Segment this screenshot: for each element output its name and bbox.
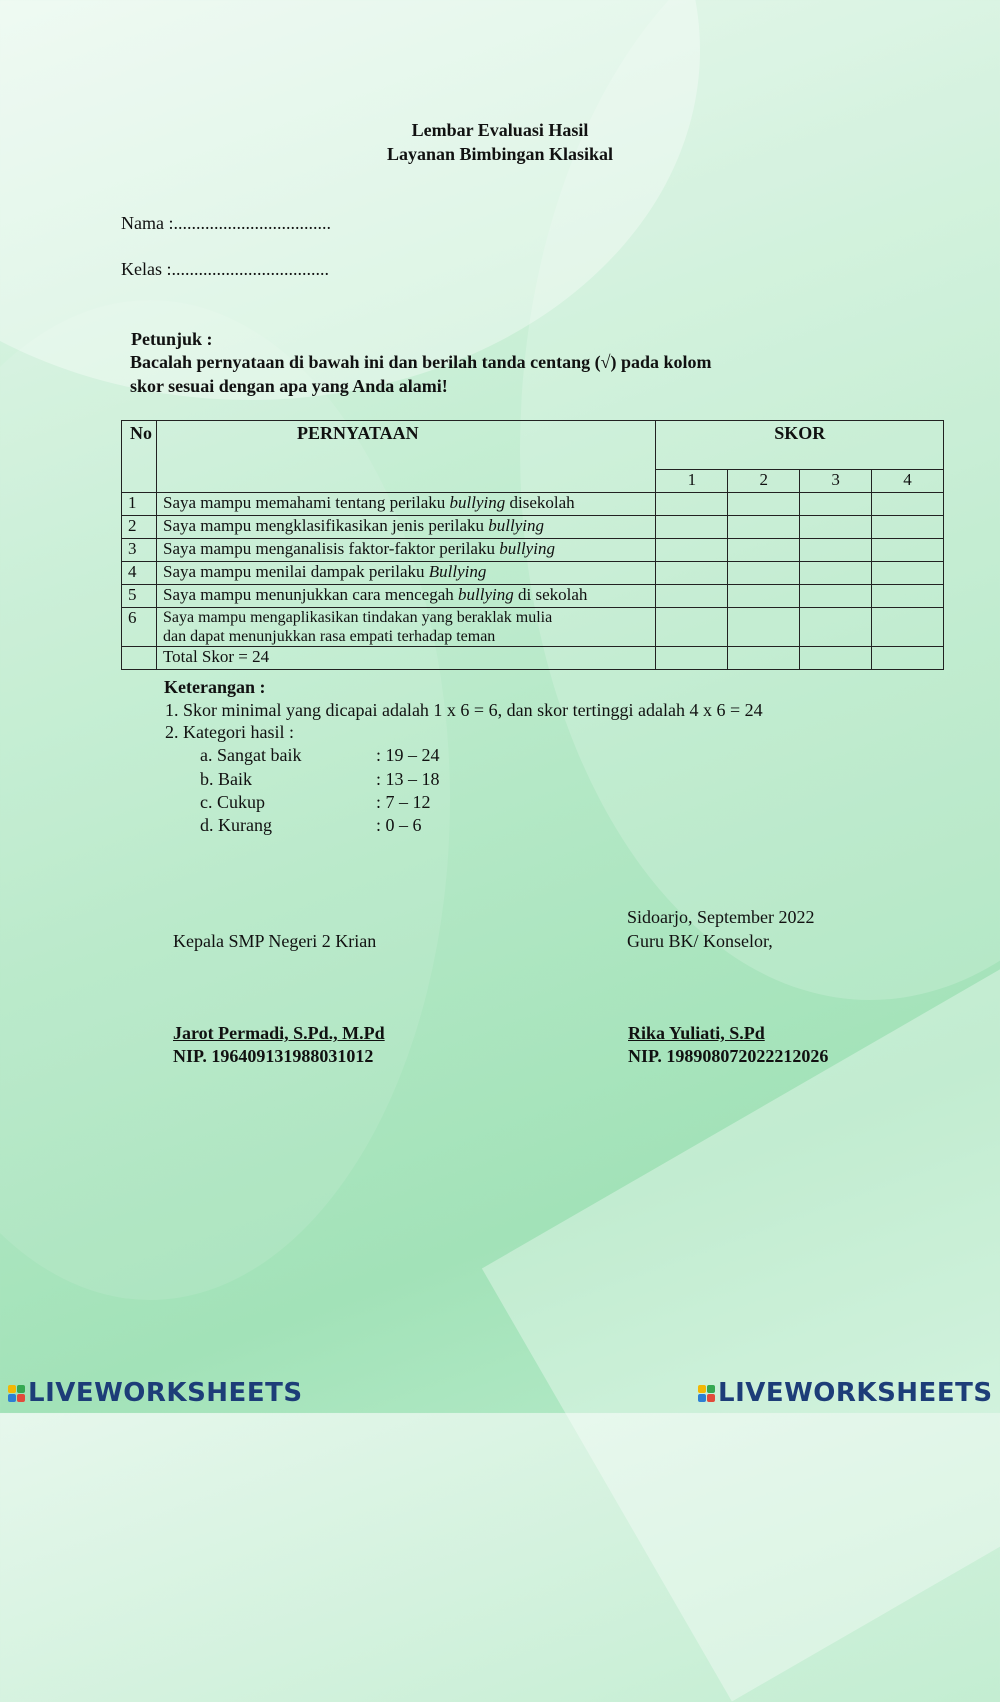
score-cell[interactable] xyxy=(800,608,872,647)
table-row xyxy=(122,493,944,516)
table-row-total xyxy=(122,647,944,670)
background-shape xyxy=(0,0,700,400)
page-title: Lembar Evaluasi Hasil xyxy=(411,120,589,140)
score-cell[interactable] xyxy=(872,493,944,516)
score-cell[interactable] xyxy=(800,647,872,670)
class-field[interactable]: Kelas :................................... xyxy=(121,259,329,279)
instructions-line: Bacalah pernyataan di bawah ini dan berilah tanda centang (√) pada kolom xyxy=(130,352,712,372)
score-cell[interactable] xyxy=(800,516,872,539)
table-row xyxy=(122,608,944,647)
counselor-role: Guru BK/ Konselor, xyxy=(627,931,773,951)
row-number: 2 xyxy=(122,516,157,539)
header-no: No xyxy=(122,421,157,493)
principal-role: Kepala SMP Negeri 2 Krian xyxy=(173,931,377,951)
score-col-label: 1 xyxy=(656,469,728,492)
category-range: : 0 – 6 xyxy=(376,815,422,835)
row-statement: Saya mampu mengaplikasikan tindakan yang beraklak mulia dan dapat menunjukkan rasa empati terhadap teman xyxy=(156,608,655,647)
notes-item: 1. Skor minimal yang dicapai adalah 1 x 6 = 6, dan skor tertinggi adalah 4 x 6 = 24 xyxy=(165,700,763,720)
liveworksheets-logo: LIVEWORKSHEETS xyxy=(698,1378,993,1408)
principal-name: Jarot Permadi, S.Pd., M.Pd xyxy=(173,1023,385,1043)
score-cell[interactable] xyxy=(872,585,944,608)
score-cell[interactable] xyxy=(800,562,872,585)
category-label: c. Cukup xyxy=(200,792,265,812)
score-cell[interactable] xyxy=(728,562,800,585)
score-cell[interactable] xyxy=(656,493,728,516)
score-cell[interactable] xyxy=(656,562,728,585)
score-cell[interactable] xyxy=(872,608,944,647)
category-range: : 7 – 12 xyxy=(376,792,431,812)
instructions-heading: Petunjuk : xyxy=(131,329,213,349)
page-subtitle: Layanan Bimbingan Klasikal xyxy=(386,144,614,164)
score-cell[interactable] xyxy=(800,539,872,562)
table-row xyxy=(122,562,944,585)
score-cell[interactable] xyxy=(728,516,800,539)
score-cell[interactable] xyxy=(656,647,728,670)
counselor-name: Rika Yuliati, S.Pd xyxy=(628,1023,765,1043)
notes-heading: Keterangan : xyxy=(164,677,266,697)
row-number: 3 xyxy=(122,539,157,562)
category-label: d. Kurang xyxy=(200,815,272,835)
liveworksheets-logo: LIVEWORKSHEETS xyxy=(8,1378,303,1408)
notes-item: 2. Kategori hasil : xyxy=(165,722,294,742)
header-score: SKOR xyxy=(656,421,944,470)
total-score: Total Skor = 24 xyxy=(156,647,655,670)
liveworksheets-logo-icon xyxy=(8,1385,25,1402)
header-statement: PERNYATAAN xyxy=(156,421,655,493)
table-row xyxy=(122,516,944,539)
evaluation-table xyxy=(121,420,944,670)
score-cell[interactable] xyxy=(872,562,944,585)
score-col-label: 4 xyxy=(872,469,944,492)
counselor-nip: NIP. 198908072022212026 xyxy=(628,1046,829,1066)
score-cell[interactable] xyxy=(800,585,872,608)
score-cell[interactable] xyxy=(728,647,800,670)
table-row xyxy=(122,539,944,562)
score-cell[interactable] xyxy=(728,585,800,608)
category-range: : 19 – 24 xyxy=(376,745,440,765)
score-col-label: 2 xyxy=(728,469,800,492)
category-label: a. Sangat baik xyxy=(200,745,302,765)
score-cell[interactable] xyxy=(872,539,944,562)
row-number: 6 xyxy=(122,608,157,647)
category-range: : 13 – 18 xyxy=(376,769,440,789)
place-date: Sidoarjo, September 2022 xyxy=(627,907,815,927)
score-cell[interactable] xyxy=(800,493,872,516)
row-statement: Saya mampu memahami tentang perilaku bullying disekolah xyxy=(156,493,655,516)
score-cell[interactable] xyxy=(728,493,800,516)
score-cell[interactable] xyxy=(656,539,728,562)
score-cell[interactable] xyxy=(728,539,800,562)
row-number: 5 xyxy=(122,585,157,608)
row-statement: Saya mampu menunjukkan cara mencegah bullying di sekolah xyxy=(156,585,655,608)
category-label: b. Baik xyxy=(200,769,252,789)
row-statement: Saya mampu menilai dampak perilaku Bullying xyxy=(156,562,655,585)
score-cell[interactable] xyxy=(656,516,728,539)
score-cell[interactable] xyxy=(656,608,728,647)
score-cell[interactable] xyxy=(728,608,800,647)
row-number: 4 xyxy=(122,562,157,585)
name-field[interactable]: Nama :................................... xyxy=(121,213,331,233)
table-row xyxy=(122,585,944,608)
score-col-label: 3 xyxy=(800,469,872,492)
instructions-line: skor sesuai dengan apa yang Anda alami! xyxy=(130,376,448,396)
row-number: 1 xyxy=(122,493,157,516)
liveworksheets-logo-icon xyxy=(698,1385,715,1402)
principal-nip: NIP. 196409131988031012 xyxy=(173,1046,374,1066)
score-cell[interactable] xyxy=(872,647,944,670)
row-statement: Saya mampu mengklasifikasikan jenis perilaku bullying xyxy=(156,516,655,539)
row-statement: Saya mampu menganalisis faktor-faktor perilaku bullying xyxy=(156,539,655,562)
score-cell[interactable] xyxy=(656,585,728,608)
score-cell[interactable] xyxy=(872,516,944,539)
